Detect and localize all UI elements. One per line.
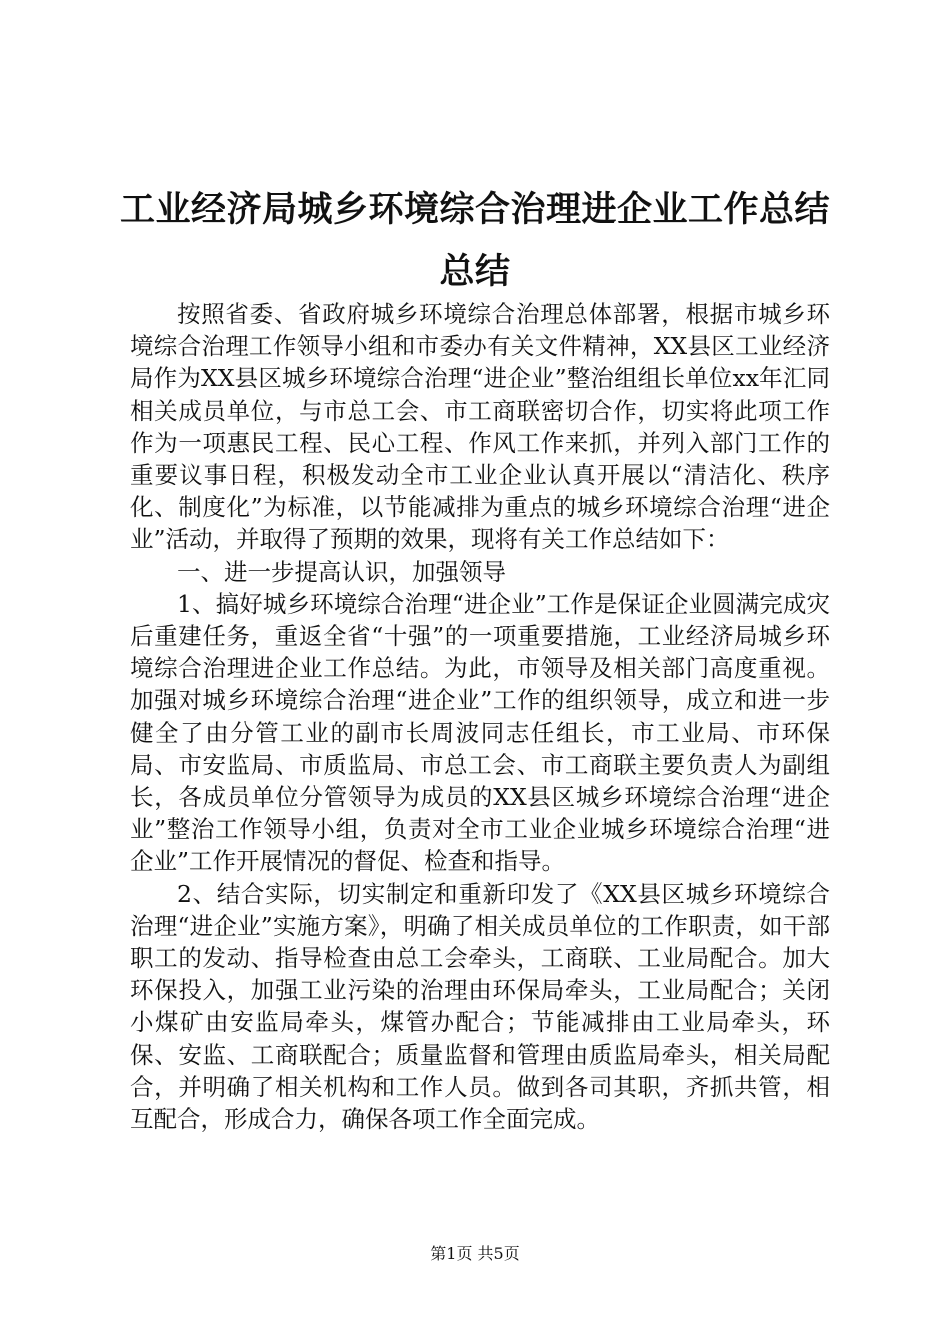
body-paragraph: 2、结合实际，切实制定和重新印发了《XX县区城乡环境综合治理“进企业”实施方案》，明确了相关成员单位的工作职责，如干部职工的发动、指导检查由总工会牵头，工商联、工业局配合。加大环保投入，加强工业污染的治理由环保局牵头，工业局配合；关闭小煤矿由安监局牵头，煤管办配合；节能减排由工业局牵头，环保、安监、工商联配合；质量监督和管理由质监局牵头，相关局配合，并明确了相关机构和工作人员。做到各司其职，齐抓共管，相互配合，形成合力，确保各项工作全面完成。 [130,879,830,1134]
document-title-line-1: 工业经济局城乡环境综合治理进企业工作总结 [119,190,830,230]
document-body [130,298,830,1135]
intro-paragraph: 按照省委、省政府城乡环境综合治理总体部署，根据市城乡环境综合治理工作领导小组和市委办有关文件精神，XX县区工业经济局作为XX县区城乡环境综合治理“进企业”整治组组长单位xx年汇同相关成员单位，与市总工会、市工商联密切合作，切实将此项工作作为一项惠民工程、民心工程、作风工作来抓，并列入部门工作的重要议事日程，积极发动全市工业企业认真开展以“清洁化、秩序化、制度化”为标准，以节能减排为重点的城乡环境综合治理“进企业”活动，并取得了预期的效果，现将有关工作总结如下： [130,300,830,554]
section-heading: 一、进一步提高认识，加强领导 [177,557,506,586]
document-title-line-2: 总结 [439,252,511,292]
page-footer: 第1页 共5页 [430,1244,520,1263]
body-paragraph: 1、搞好城乡环境综合治理“进企业”工作是保证企业圆满完成灾后重建任务，重返全省“十强”的一项重要措施，工业经济局城乡环境综合治理进企业工作总结。为此，市领导及相关部门高度重视。加强对城乡环境综合治理“进企业”工作的组织领导，成立和进一步健全了由分管工业的副市长周波同志任组长，市工业局、市环保局、市安监局、市质监局、市总工会、市工商联主要负责人为副组长，各成员单位分管领导为成员的XX县区城乡环境综合治理“进企业”整治工作领导小组，负责对全市工业企业城乡环境综合治理“进企业”工作开展情况的督促、检查和指导。 [130,589,830,876]
